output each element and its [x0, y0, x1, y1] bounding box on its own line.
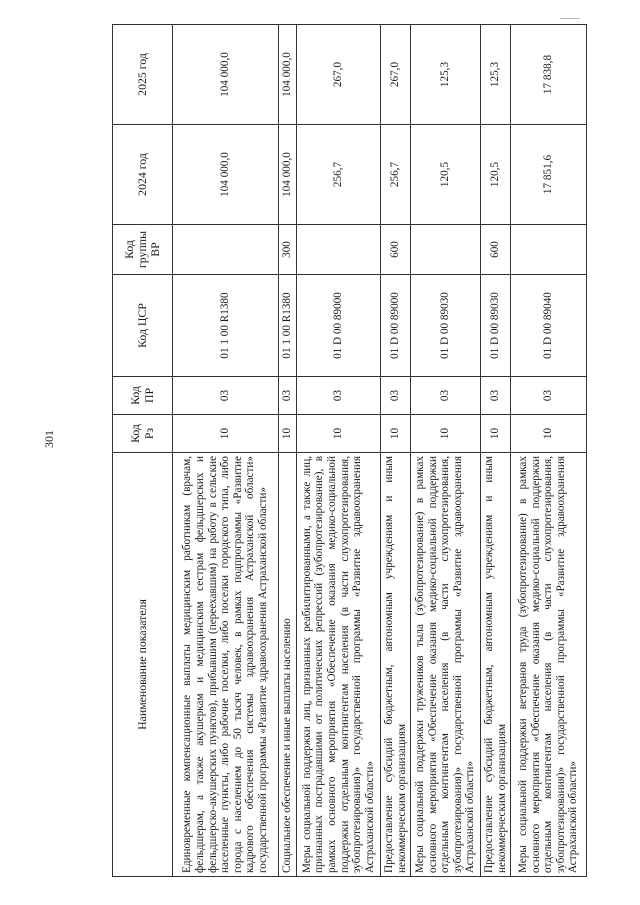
row-2025: 125,3	[411, 25, 481, 125]
row-vr	[511, 225, 587, 275]
row-rz: 10	[297, 415, 381, 453]
row-2024: 104 000,0	[279, 125, 297, 225]
header-csr: Код ЦСР	[113, 275, 173, 377]
row-csr: 01 1 00 R1380	[173, 275, 279, 377]
row-csr: 01 D 00 89000	[297, 275, 381, 377]
row-csr: 01 D 00 89000	[381, 275, 411, 377]
row-vr: 300	[279, 225, 297, 275]
table-row	[297, 25, 381, 877]
row-vr: 600	[481, 225, 511, 275]
row-csr: 01 D 00 89030	[411, 275, 481, 377]
row-2024: 104 000,0	[173, 125, 279, 225]
row-pr: 03	[279, 377, 297, 415]
row-name: Предоставление субсидий бюджетным, автономным учреждениям и иным некоммерческим организациям	[481, 453, 511, 877]
row-csr: 01 1 00 R1380	[279, 275, 297, 377]
row-2024: 17 851,6	[511, 125, 587, 225]
row-2025: 125,3	[481, 25, 511, 125]
budget-table-rotated	[112, 25, 586, 877]
row-2025: 267,0	[297, 25, 381, 125]
row-vr	[173, 225, 279, 275]
row-2025: 104 000,0	[173, 25, 279, 125]
row-2024: 256,7	[381, 125, 411, 225]
row-2024: 120,5	[481, 125, 511, 225]
table-row	[511, 25, 587, 877]
row-name: Социальное обеспечение и иные выплаты населению	[279, 453, 297, 877]
row-name: Меры социальной поддержки тружеников тыла (зубопротезирование) в рамках основного мероприятия «Обеспечение оказания медико-социальной поддержки отдельным контингентам населения (в части слухопротезирования, зубопротезирования)» государственной программы «Развитие здравоохранения Астраханской области»	[411, 453, 481, 877]
budget-table	[112, 24, 587, 877]
row-pr: 03	[297, 377, 381, 415]
row-pr: 03	[511, 377, 587, 415]
row-vr	[411, 225, 481, 275]
row-rz: 10	[481, 415, 511, 453]
row-name: Единовременные компенсационные выплаты медицинским работникам (врачам, фельдшерам, а также акушеркам и медицинским сестрам фельдшерских и фельдшерско-акушерских пунктов), прибывшим (переехавшим) на работу в сельские населенные пункты, либо рабочие поселки, либо поселки городского типа, либо города с населением до 50 тысяч человек, в рамках подпрограммы «Развитие кадрового обеспечения системы здравоохранения Астраханской области» государственной программы «Развитие здравоохранения Астраханской области»	[173, 453, 279, 877]
row-rz: 10	[173, 415, 279, 453]
row-pr: 03	[173, 377, 279, 415]
table-row	[381, 25, 411, 877]
header-2024: 2024 год	[113, 125, 173, 225]
row-name: Меры социальной поддержки лиц, признанных реабилитированными, а также лиц, признанных пострадавшими от политических репрессий (зубопротезирование), в рамках основного мероприятия «Обеспечение оказания медико-социальной поддержки отдельным контингентам населения (в части слухопротезирования, зубопротезирования)» государственной программы «Развитие здравоохранения Астраханской области»	[297, 453, 381, 877]
row-rz: 10	[381, 415, 411, 453]
row-2024: 120,5	[411, 125, 481, 225]
row-csr: 01 D 00 89030	[481, 275, 511, 377]
table-row	[411, 25, 481, 877]
table-header-row	[113, 25, 173, 877]
header-pr: Код ПР	[113, 377, 173, 415]
row-vr	[297, 225, 381, 275]
row-2025: 267,0	[381, 25, 411, 125]
row-rz: 10	[279, 415, 297, 453]
row-name: Предоставление субсидий бюджетным, автономным учреждениям и иным некоммерческим организациям	[381, 453, 411, 877]
table-row	[279, 25, 297, 877]
row-2025: 17 838,8	[511, 25, 587, 125]
row-2025: 104 000,0	[279, 25, 297, 125]
scan-artifact	[560, 18, 580, 19]
page-number: 301	[42, 430, 56, 448]
row-rz: 10	[511, 415, 587, 453]
row-rz: 10	[411, 415, 481, 453]
header-name: Наименование показателя	[113, 453, 173, 877]
row-pr: 03	[381, 377, 411, 415]
row-name: Меры социальной поддержки ветеранов труда (зубопротезирование) в рамках основного мероприятия «Обеспечение оказания медико-социальной поддержки отдельным контингентам населения (в части слухопротезирования, зубопротезирования)» государственной программы «Развитие здравоохранения Астраханской области»	[511, 453, 587, 877]
row-pr: 03	[481, 377, 511, 415]
table-row	[481, 25, 511, 877]
row-vr: 600	[381, 225, 411, 275]
row-pr: 03	[411, 377, 481, 415]
header-rz: Код Рз	[113, 415, 173, 453]
header-vr: Код группы ВР	[113, 225, 173, 275]
row-csr: 01 D 00 89040	[511, 275, 587, 377]
table-row	[173, 25, 279, 877]
header-2025: 2025 год	[113, 25, 173, 125]
row-2024: 256,7	[297, 125, 381, 225]
